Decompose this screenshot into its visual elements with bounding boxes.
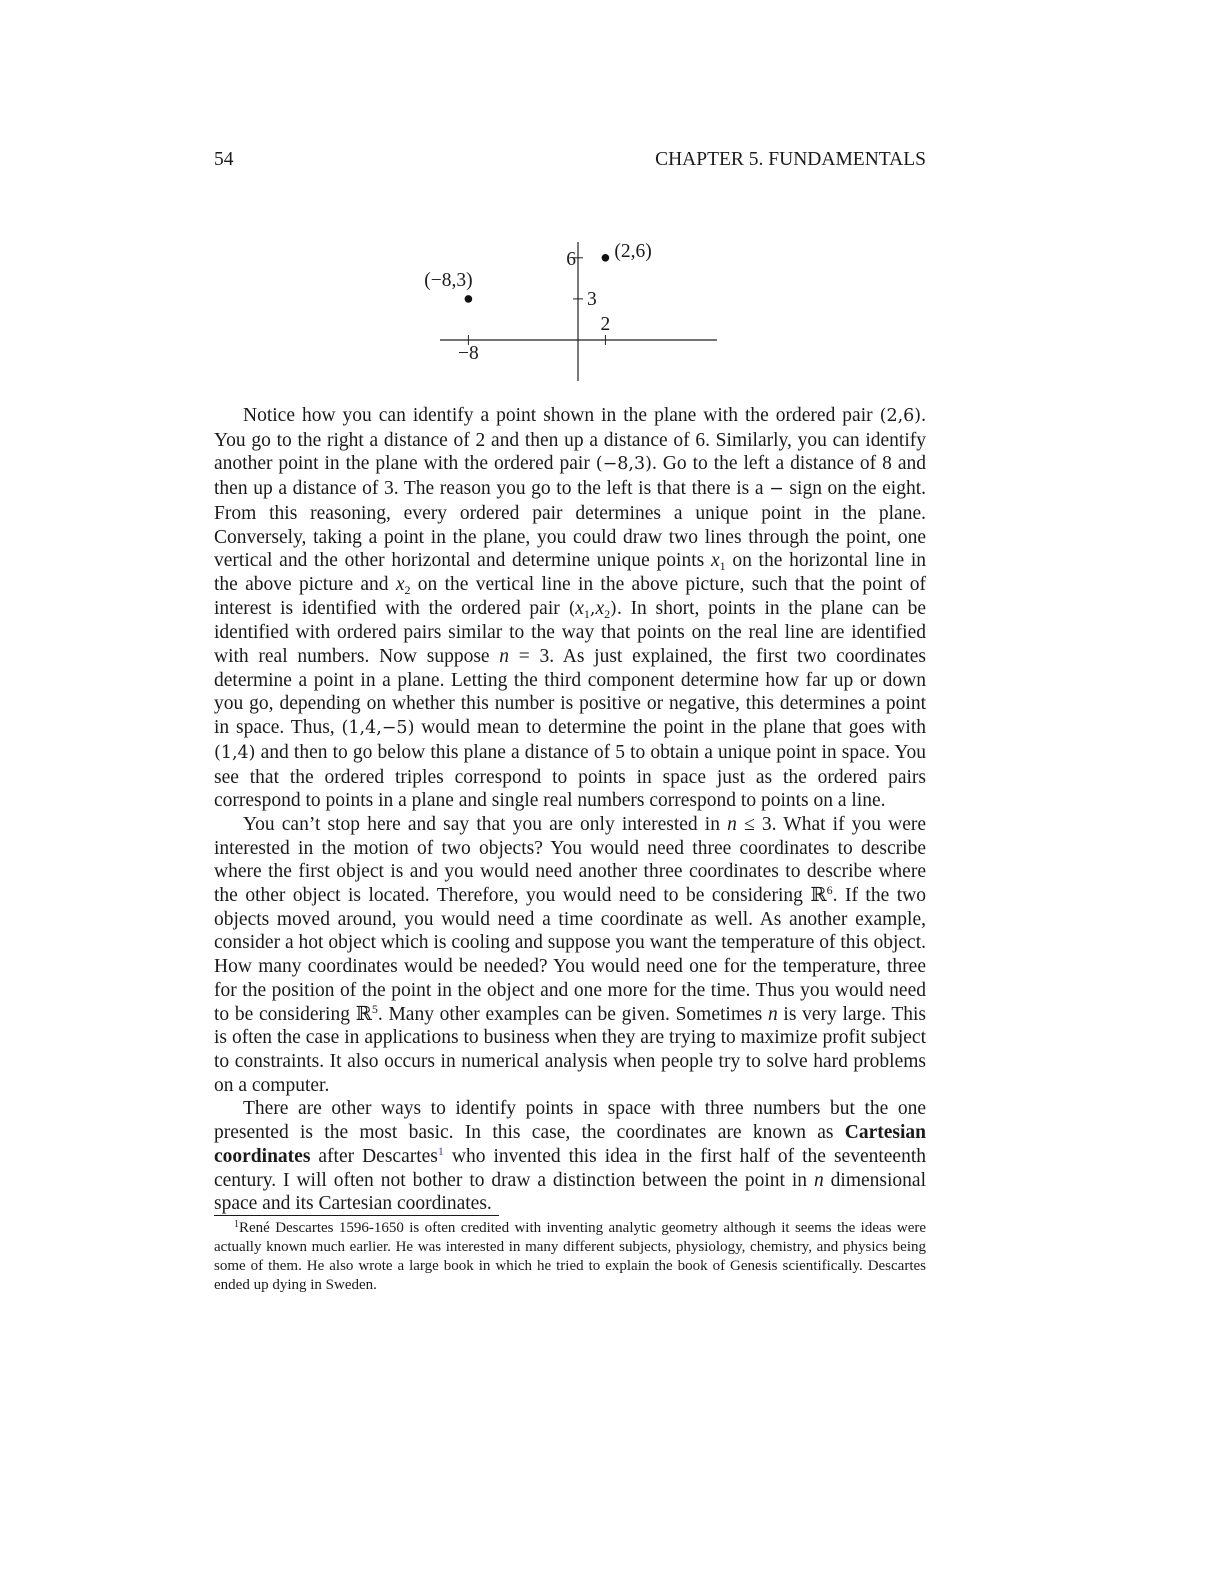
cartesian-coordinates-term: Cartesian coordinates	[214, 1122, 926, 1167]
running-chapter-title: CHAPTER 5. FUNDAMENTALS	[655, 149, 926, 170]
y-tick-label: 3	[587, 288, 597, 310]
coordinate-plane-figure	[410, 226, 740, 396]
paragraph-3: There are other ways to identify points in space with three numbers but the one presented is the most basic. In this case, the coordinates are known as Cartesian coordinates after Descartes$^1$ who invented this idea in the first half of the seventeenth century. I will often not bother to draw a distinction between the point in n dimensional space and its Cartesian coordinates.	[214, 1098, 926, 1215]
point-label: (−8,3)	[424, 269, 473, 291]
body-text	[214, 404, 926, 1216]
y-tick-label: 6	[566, 248, 576, 270]
point-label: (2,6)	[614, 240, 652, 262]
paragraph-1: Notice how you can identify a point shown in the plane with the ordered pair (2,6). You go to the right a distance of 2 and then up a distance of 6. Similarly, you can identify another point in the plane with the ordered pair (−8,3). Go to the left a distance of 8 and then up a distance of 3. The reason you go to the left is that there is a − sign on the eight. From this reasoning, every ordered pair determines a unique point in the plane. Conversely, taking a point in the plane, you could draw two lines through the point, one vertical and the other horizontal and determine unique points $x_1$ on the horizontal line in the above picture and $x_2$ on the vertical line in the above picture, such that the point of interest is identified with the ordered pair $(x_1,x_2)$. In short, points in the plane can be identified with ordered pairs similar to the way that points on the real line are identified with real numbers. Now suppose n = 3. As just explained, the first two coordinates determine a point in a plane. Letting the third component determine how far up or down you go, depending on whether this number is positive or negative, this determines a point in space. Thus, (1,4,−5) would mean to determine the point in the plane that goes with (1,4) and then to go below this plane a distance of 5 to obtain a unique point in space. You see that the ordered triples correspond to points in space just as the ordered pairs correspond to points in a plane and single real numbers correspond to points on a line.	[214, 405, 927, 812]
plotted-point	[602, 254, 610, 262]
page-number: 54	[214, 149, 234, 170]
plotted-point	[465, 295, 473, 303]
x-tick-label: −8	[458, 343, 479, 364]
x-tick-label: 2	[600, 314, 611, 335]
page-header	[214, 146, 926, 174]
footnote-divider	[214, 1215, 499, 1216]
paragraph-2: You can’t stop here and say that you are only interested in n ≤ 3. What if you were interested in the motion of two objects? You would need three coordinates to describe where the first object is and you would need another three coordinates to describe where the other object is located. Therefore, you would need to be considering ℝ$^6$. If the two objects moved around, you would need a time coordinate as well. As another example, consider a hot object which is cooling and suppose you want the temperature of this object. How many coordinates would be needed? You would need one for the temperature, three for the position of the point in the object and one more for the time. Thus you would need to be considering ℝ$^5$. Many other examples can be given. Sometimes n is very large. This is often the case in applications to business when they are trying to maximize profit subject to constraints. It also occurs in numerical analysis when people try to solve hard problems on a computer.	[214, 813, 926, 1096]
coordinate-plane-svg	[410, 226, 740, 396]
footnote-text: René Descartes 1596-1650 is often credited with inventing analytic geometry although it seems the ideas were actually known much earlier. He was interested in many different subjects, physiology, chemistry, and physics being some of them. He also wrote a large book in which he tried to explain the book of Genesis scientifically. Descartes ended up dying in Sweden.	[214, 1220, 926, 1293]
footnote	[214, 1219, 926, 1295]
footnote-mark: 1	[234, 1219, 239, 1230]
footnote-reference-link[interactable]: 1	[437, 1143, 444, 1158]
